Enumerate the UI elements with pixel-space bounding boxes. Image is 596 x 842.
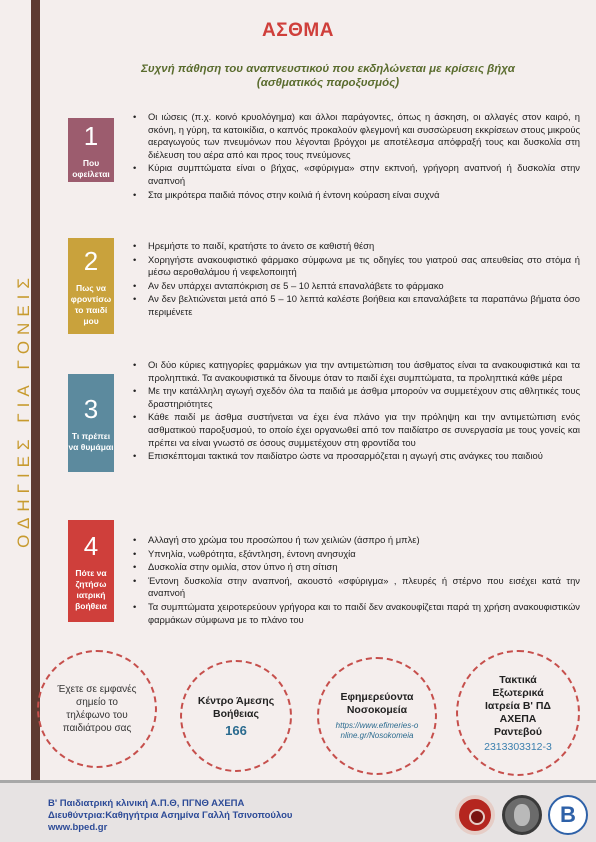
subtitle-line-1: Συχνή πάθηση του αναπνευστικού που εκδηλώνεται με κρίσεις βήχα — [141, 63, 515, 75]
outpatient-clinics-circle — [456, 650, 580, 776]
footer-separator — [0, 780, 596, 783]
on-duty-hospitals-circle — [317, 657, 437, 775]
section-2-label: Πως να φροντίσω το παιδί μου — [70, 282, 112, 326]
on-duty-hospitals-link[interactable]: https://www.efimeries-online.gr/Nosokomeia — [335, 721, 419, 740]
section-4-box — [68, 520, 114, 622]
list-item: • Δυσκολία στην ομιλία, στον ύπνο ή στη σίτιση — [130, 561, 580, 574]
section-4-label: Πότε να ζητήσω ιατρική βοήθεια — [75, 567, 107, 611]
list-item: • Έντονη δυσκολία στην αναπνοή, ακουστό «σφύριγμα» , πλευρές ή στέρνο που εισέχει κατά την αναπνοή — [130, 575, 580, 600]
footer-text — [48, 798, 292, 834]
list-item: • Χορηγήστε ανακουφιστικό φάρμακο σύμφωνα με τις οδηγίες του γιατρού σας απευθείας στο στόμα ή μέσω αεροθαλάμου ή νεφελοποιητή — [130, 254, 580, 279]
list-item: • Ηρεμήστε το παιδί, κρατήστε το άνετο σε καθιστή θέση — [130, 240, 580, 253]
list-item: • Αλλαγή στο χρώμα του προσώπου ή των χειλιών (άσπρο ή μπλε) — [130, 534, 580, 547]
page-subtitle — [60, 62, 596, 90]
outpatient-phone-number: 2313303312-3 — [484, 740, 552, 753]
section-3-box — [68, 374, 114, 472]
page-title: ΑΣΘΜΑ — [262, 20, 334, 41]
side-label — [6, 250, 42, 570]
section-3-number: 3 — [83, 393, 99, 424]
section-1-number: 1 — [83, 120, 99, 151]
footer-clinic-name: Β' Παιδιατρική κλινική Α.Π.Θ, ΠΓΝΘ ΑΧΕΠΑ — [48, 798, 245, 809]
emergency-center-text: Κέντρο Άμεσης Βοήθειας — [197, 694, 275, 720]
section-2-number: 2 — [83, 245, 99, 276]
footer-director: Διευθύντρια:Καθηγήτρια Ασημίνα Γαλλή Τσινοπούλου — [48, 810, 293, 821]
bped-logo — [548, 795, 588, 835]
section-2-list — [130, 240, 580, 320]
list-item: • Υπνηλία, νωθρότητα, εξάντληση, έντονη ανησυχία — [130, 548, 580, 561]
list-item: • Οι δύο κύριες κατηγορίες φαρμάκων για την αντιμετώπιση του άσθματος είναι τα ανακουφιστικά και τα προληπτικά. Τα ανακουφιστικά τα δίνουμε όταν το παιδί έχει συμπτώματα, τα προληπτικά κάθε μέρα — [130, 359, 580, 384]
emergency-number: 166 — [225, 722, 247, 738]
list-item: • Επισκέπτομαι τακτικά τον παιδίατρο ώστε να προσαρμόζεται η αγωγή στις ανάγκες του παιδιού — [130, 450, 580, 463]
list-item: • Κύρια συμπτώματα είναι ο βήχας, «σφύριγμα» στην εκπνοή, γρήγορη αναπνοή ή δυσκολία στην αναπνοή — [130, 162, 580, 187]
list-item: • Οι ιώσεις (π.χ. κοινό κρυολόγημα) και άλλοι παράγοντες, όπως η άσκηση, οι αλλαγές στον καιρό, η σκόνη, η γύρη, τα κατοικίδια, ο καπνός προκαλούν φλεγμονή και συσσώρευση εκκρίσεων στους μικρούς αεραγωγούς των πνευμόνων που λέγονται βρόγχοι με αποτέλεσμα απόφραξή τους και δυσκολία στη διέλευση του αέρα από και προς τους πνεύμονες — [130, 111, 580, 161]
on-duty-hospitals-text: Εφημερεύοντα Νοσοκομεία — [340, 691, 414, 716]
list-item: • Στα μικρότερα παιδιά πόνος στην κοιλιά ή έντονη κούραση είναι συχνά — [130, 189, 580, 202]
side-label-text: ΟΔΗΓΙΕΣ ΓΙΑ ΓΟΝΕΙΣ — [14, 272, 33, 548]
section-3-list — [130, 359, 580, 464]
bped-logo-letter: B — [560, 802, 576, 827]
list-item: • Τα συμπτώματα χειροτερεύουν γρήγορα και το παιδί δεν ανακουφίζεται παρά τη χρήση ανακουφιστικών φαρμάκων σύμφωνα με το πλάνο του — [130, 601, 580, 626]
hippocrates-portrait-logo — [502, 795, 542, 835]
section-1-list — [130, 111, 580, 202]
footer-website-link[interactable]: www.bped.gr — [48, 822, 108, 833]
outpatient-clinics-text: Τακτικά Εξωτερικά Ιατρεία Β' ΠΔ ΑΧΕΠΑ Ραντεβού — [485, 673, 551, 738]
list-item: • Κάθε παιδί με άσθμα συστήνεται να έχει ένα πλάνο για την πρόληψη και την αντιμετώπιση ενός ασθματικού παροξυσμού, το οποίο έχει οργανωθεί από τον παιδίατρο σε συνεργασία με τους γονείς και πρέπει να είναι γνωστό σε όσους συμμετέχουν στη φροντίδα του — [130, 411, 580, 449]
section-3-label: Τι πρέπει να θυμάμαι — [68, 430, 114, 452]
list-item: • Αν δεν υπάρχει ανταπόκριση σε 5 – 10 λεπτά επαναλάβετε το φάρμακο — [130, 280, 580, 293]
section-1-box — [68, 118, 114, 182]
section-2-box — [68, 238, 114, 334]
list-item: • Αν δεν βελτιώνεται μετά από 5 – 10 λεπτά καλέστε βοήθεια και επαναλάβετε τα παραπάνω βήματα όσο περιμένετε — [130, 293, 580, 318]
section-4-list — [130, 534, 580, 627]
emergency-center-circle — [180, 660, 292, 772]
subtitle-line-2: (ασθματικός παροξυσμός) — [256, 77, 400, 89]
list-item: • Με την κατάλληλη αγωγή σχεδόν όλα τα παιδιά με άσθμα μπορούν να συμμετέχουν στις αθλητικές τους δραστηριότητες — [130, 385, 580, 410]
university-seal-logo — [455, 795, 495, 835]
pediatrician-phone-text: Έχετε σε εμφανές σημείο το τηλέφωνο του παιδιάτρου σας — [57, 684, 137, 734]
section-4-number: 4 — [83, 530, 99, 561]
pediatrician-phone-circle — [37, 650, 157, 768]
section-1-label: Που οφείλεται — [72, 157, 110, 179]
